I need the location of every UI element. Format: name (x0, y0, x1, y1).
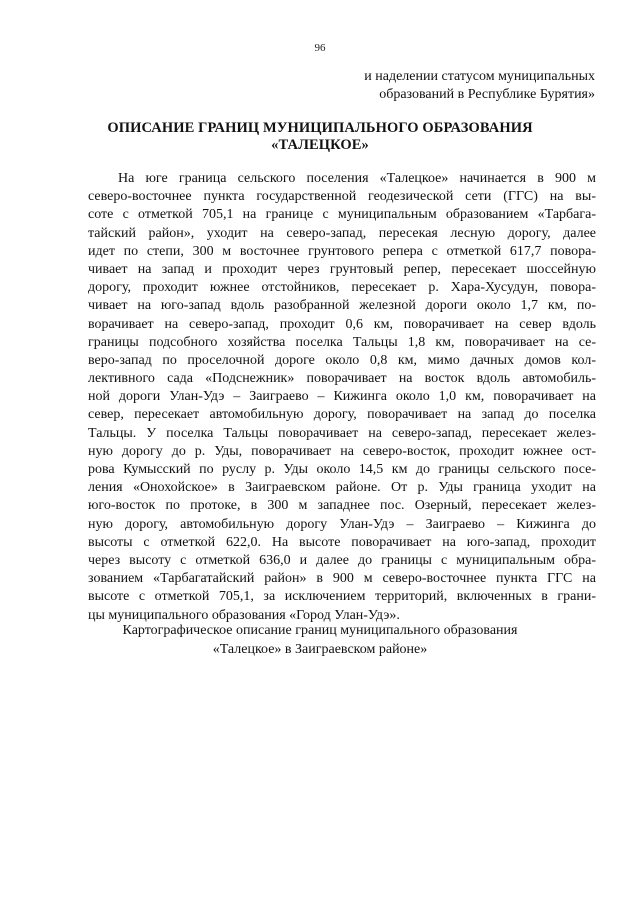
paragraph-line: через высоту с отметкой 636,0 и далее до границы с муниципальным обра- (88, 552, 596, 568)
paragraph-line: соте с отметкой 705,1 на границе с муниципальным образованием «Тарбага- (88, 207, 596, 223)
paragraph-line: высоте с отметкой 705,1, за исключением территорий, включенных в грани- (88, 589, 596, 605)
document-title-line-2: «ТАЛЕЦКОЕ» (271, 137, 369, 153)
paragraph-line: север, пересекает автомобильную дорогу, поворачивает на запад до поселка (88, 407, 596, 423)
header-reference-line-2: образований в Республике Бурятия» (379, 87, 595, 102)
paragraph-line: высоты с отметкой 622,0. На высоте поворачивает на юго-запад, проходит (88, 534, 596, 550)
paragraph-line: юго-восток по протоке, в 300 м западнее пос. Озерный, пересекает желез- (88, 498, 596, 514)
document-title (60, 120, 580, 154)
boundary-description-paragraph (88, 170, 596, 625)
paragraph-line: чивает на запад и проходит через грунтовый репер, пересекает шоссейную (88, 261, 596, 277)
paragraph-line: ной дороги Улан-Удэ – Заиграево – Кижинга около 1,0 км, поворачивает на (88, 389, 596, 405)
header-reference (275, 68, 595, 104)
paragraph-line: На юге граница сельского поселения «Талецкое» начинается в 900 м (118, 171, 596, 186)
caption-line-1: Картографическое описание границ муниципального образования (122, 623, 518, 638)
page-number: 96 (314, 42, 326, 54)
paragraph-line: ную дорогу, автомобильную дорогу Улан-Удэ – Заиграево – Кижинга до (88, 516, 596, 532)
paragraph-line: зованием «Тарбагатайский район» в 900 м северо-восточнее пункта ГГС на (88, 571, 596, 587)
paragraph-line: веро-запад по проселочной дороге около 0,8 км, мимо дачных домов кол- (88, 352, 596, 368)
paragraph-line: ления «Онохойское» в Заиграевском районе. От р. Уды граница уходит на (88, 480, 596, 496)
paragraph-line: северо-восточнее пункта государственной геодезической сети (ГГС) на вы- (88, 189, 596, 205)
paragraph-line: цы муниципального образования «Город Улан-Удэ». (88, 607, 400, 623)
header-reference-line-1: и наделении статусом муниципальных (364, 69, 595, 84)
paragraph-line: ворачивает на северо-запад, проходит 0,6 км, поворачивает на север вдоль (88, 316, 596, 332)
paragraph-line: дорогу, проходит южнее отстойников, пересекает р. Хара-Хусудун, повора- (88, 280, 596, 296)
paragraph-line: тайский район», уходит на северо-запад, пересекая лесную дорогу, далее (88, 225, 596, 241)
paragraph-line: идет по степи, 300 м восточнее грунтового репера с отметкой 617,7 повора- (88, 243, 596, 259)
paragraph-line: Тальцы. У поселка Тальцы поворачивает на северо-запад, пересекает желез- (88, 425, 596, 441)
paragraph-line: границы подсобного хозяйства поселка Тальцы 1,8 км, поворачивает на се- (88, 334, 596, 350)
document-title-line-1: ОПИСАНИЕ ГРАНИЦ МУНИЦИПАЛЬНОГО ОБРАЗОВАНИЯ (107, 120, 533, 136)
paragraph-line: рова Кумысский по руслу р. Уды около 14,5 км до границы сельского посе- (88, 462, 596, 477)
paragraph-line: лективного сада «Подснежник» поворачивает на восток вдоль автомобиль- (88, 371, 596, 387)
map-description-caption (60, 622, 580, 659)
paragraph-line: ную дорогу до р. Уды, поворачивает на северо-восток, проходит южнее ост- (88, 443, 596, 459)
caption-line-2: «Талецкое» в Заиграевском районе» (212, 641, 428, 657)
paragraph-line: чивает на юго-запад вдоль разобранной железной дороги около 1,7 км, по- (88, 298, 596, 314)
